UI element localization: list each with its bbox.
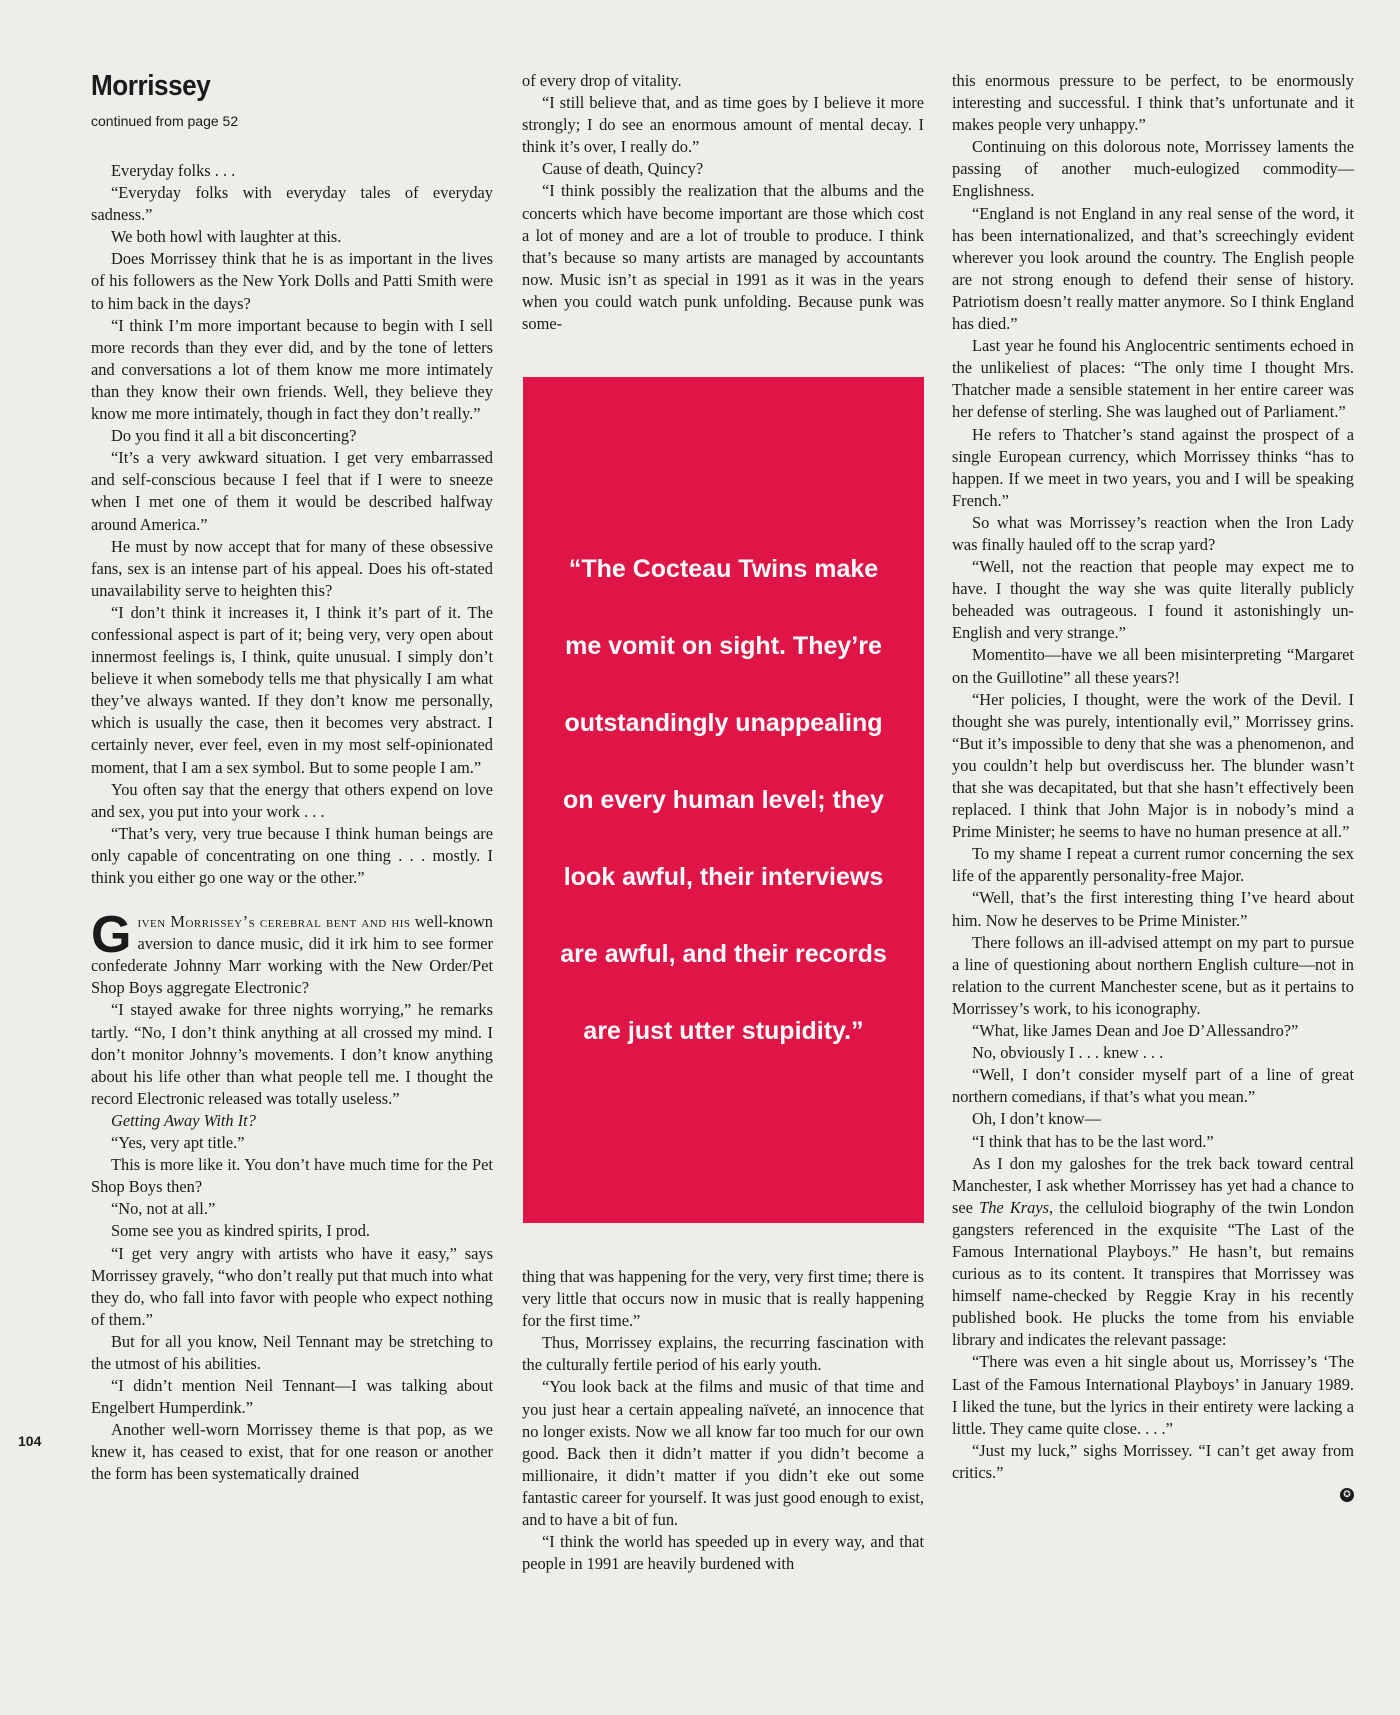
dropcap-letter: G bbox=[91, 906, 132, 965]
italic-title-paragraph bbox=[91, 1110, 493, 1132]
paragraph: “I still believe that, and as time goes by I believe it more strongly; I do see an enormous amount of mental decay. I think it’s over, I really do.” bbox=[522, 93, 924, 157]
middle-column-bottom bbox=[522, 1266, 924, 1575]
paragraph: He must by now accept that for many of these obsessive fans, sex is an intense part of his appeal. Does his oft-stated unavailability serve to heighten this? bbox=[91, 536, 493, 600]
paragraph: To my shame I repeat a current rumor concerning the sex life of the apparently personality-free Major. bbox=[952, 844, 1354, 886]
paragraph: “There was even a hit single about us, Morrissey’s ‘The Last of the Famous International Playboys’ in January 1989. I liked the tune, but the lyrics in their entirety were lacking a little. They came quite close. . . .” bbox=[952, 1352, 1354, 1438]
paragraph: thing that was happening for the very, very first time; there is very little that occurs now in music that is really happening for the first time.” bbox=[522, 1267, 924, 1331]
paragraph: He refers to Thatcher’s stand against the prospect of a single European currency, which Morrissey thinks “has to happen. If we meet in two years, you and I will be speaking French.” bbox=[952, 424, 1354, 510]
paragraph: But for all you know, Neil Tennant may be stretching to the utmost of his abilities. bbox=[91, 1331, 493, 1373]
paragraph: of every drop of vitality. bbox=[522, 71, 682, 90]
page-number: 104 bbox=[18, 1433, 42, 1449]
paragraph: So what was Morrissey’s reaction when the Iron Lady was finally hauled off to the scrap yard? bbox=[952, 512, 1354, 554]
paragraph: “I think possibly the realization that the albums and the concerts which have become important are those which cost a lot of money and are a lot of trouble to produce. I think that’s because so many artists are managed by accountants now. Music isn’t as special in 1991 as it was in the years when you could watch punk unfolding. Because punk was some- bbox=[522, 181, 924, 334]
paragraph: You often say that the energy that others expend on love and sex, you put into your work . . . bbox=[91, 779, 493, 821]
krays-before: As I don my galoshes for the trek back toward central Manchester, I ask whether Morrissey has yet had a chance to see bbox=[952, 1153, 1354, 1217]
paragraph: No, obviously I . . . knew . . . bbox=[972, 1043, 1164, 1063]
paragraph: Oh, I don’t know— bbox=[972, 1109, 1101, 1129]
paragraph: Momentito—have we all been misinterpreting “Margaret on the Guillotine” all these years?! bbox=[952, 645, 1354, 687]
paragraph: “Well, not the reaction that people may expect me to have. I thought the way she was quite literally publicly beheaded was outrageous. I found it astonishingly un-English and very strange.” bbox=[952, 557, 1354, 643]
paragraph: “No, not at all.” bbox=[111, 1199, 216, 1219]
paragraph: Some see you as kindred spirits, I prod. bbox=[111, 1221, 371, 1241]
middle-column-top bbox=[522, 70, 924, 335]
krays-after: , the celluloid biography of the twin London gangsters referenced in the exquisite “The Last of the Famous International Playboys.” He hasn’t, but remains curious as to its content. It transpires that Morrissey was himself name-checked by Reggie Kray in his recently published book. He plucks the tome from his enviable library and indicates the relevant passage: bbox=[952, 1197, 1354, 1350]
paragraph: “England is not England in any real sense of the word, it has been internationalized, and that’s screechingly evident wherever you look around the country. The English people are not strong enough to defend their sense of history. Patriotism doesn’t really matter anymore. So I think England has died.” bbox=[952, 203, 1354, 334]
dropcap-rest: well-known aversion to dance music, did it irk him to see former confederate Johnny Marr working with the New Order/Pet Shop Boys aggregate Electronic? bbox=[91, 912, 493, 998]
paragraph: “I get very angry with artists who have it easy,” says Morrissey gravely, “who don’t really put that much into what they do, who fall into favor with people who expect nothing of them.” bbox=[91, 1243, 493, 1329]
paragraph: Everyday folks . . . bbox=[111, 161, 236, 180]
paragraph: “You look back at the films and music of that time and you just hear a certain appealing naïveté, an innocence that no longer exists. Now we all know far too much for our own good. Back then it didn’t matter if you didn’t become a millionaire, it didn’t matter if you didn’t eke out some fantastic career for yourself. It was just good enough to exist, and to have a bit of fun. bbox=[522, 1377, 924, 1530]
paragraph: this enormous pressure to be perfect, to be enormously interesting and successful. I think that’s unfortunate and it makes people very unhappy.” bbox=[952, 71, 1354, 135]
right-column bbox=[952, 70, 1354, 1502]
paragraph: “I stayed awake for three nights worrying,” he remarks tartly. “No, I don’t think anything at all crossed my mind. I don’t monitor Johnny’s movements. I don’t know anything about his life other than what people tell me. I thought the record Electronic released was totally useless.” bbox=[91, 1000, 493, 1108]
krays-paragraph bbox=[952, 1153, 1354, 1352]
pull-quote-box bbox=[523, 377, 924, 1223]
paragraph: Continuing on this dolorous note, Morrissey laments the passing of another much-eulogized commodity—Englishness. bbox=[952, 137, 1354, 201]
paragraph: “Yes, very apt title.” bbox=[111, 1133, 245, 1153]
middle-bottom-paragraphs bbox=[522, 1266, 924, 1575]
left-column-paragraphs-2 bbox=[91, 999, 493, 1109]
paragraph: Last year he found his Anglocentric sentiments echoed in the unlikeliest of places: “The only time I thought Mrs. Thatcher made a sensible statement in her entire career was her defense of sterling. She was laughed out of Parliament.” bbox=[952, 336, 1354, 422]
left-column-paragraphs bbox=[91, 160, 493, 889]
logo-end-mark-icon: ✪ bbox=[1340, 1488, 1354, 1502]
italic-title: Getting Away With It? bbox=[111, 1110, 256, 1130]
paragraph: Does Morrissey think that he is as important in the lives of his followers as the New York Dolls and Patti Smith were to him back in the days? bbox=[91, 249, 493, 313]
pull-quote-text: “The Cocteau Twins make me vomit on sight. They’re outstandingly unappealing on every human level; they look awful, their interviews are awful, and their records are just utter stupidity.” bbox=[560, 554, 887, 1045]
paragraph: “Well, that’s the first interesting thing I’ve heard about him. Now he deserves to be Prime Minister.” bbox=[952, 888, 1354, 930]
paragraph: Cause of death, Quincy? bbox=[542, 159, 704, 179]
paragraph: There follows an ill-advised attempt on my part to pursue a line of questioning about northern English culture—not in relation to the current Manchester scene, but as it pertains to Morrissey’s work, to his iconography. bbox=[952, 932, 1354, 1018]
paragraph: “Everyday folks with everyday tales of everyday sadness.” bbox=[91, 183, 493, 225]
dropcap-paragraph bbox=[91, 906, 493, 999]
paragraph: Another well-worn Morrissey theme is that pop, as we knew it, has ceased to exist, that for one reason or another the form has been systematically drained bbox=[91, 1420, 493, 1484]
article-heading: Morrissey bbox=[91, 70, 211, 102]
paragraph: “What, like James Dean and Joe D’Allessandro?” bbox=[972, 1021, 1299, 1041]
right-column-paragraphs bbox=[952, 70, 1354, 1153]
dropcap-smallcaps: iven Morrissey’s cerebral bent and his bbox=[137, 912, 411, 932]
paragraph: “That’s very, very true because I think human beings are only capable of concentrating on one thing . . . mostly. I think you either go one way or the other.” bbox=[91, 823, 493, 887]
continued-note: continued from page 52 bbox=[91, 113, 239, 129]
krays-title: The Krays bbox=[979, 1197, 1050, 1217]
paragraph: “I think I’m more important because to begin with I sell more records than they ever did, and by the tone of letters and conversations a lot of them know me more intimately than they know their own friends. Well, they believe they know me more intimately, though in fact they don’t really.” bbox=[91, 315, 493, 424]
paragraph: “It’s a very awkward situation. I get very embarrassed and self-conscious because I feel that if I were to sneeze when I met one of them it would be described halfway around America.” bbox=[91, 448, 493, 534]
paragraph: “I think that has to be the last word.” bbox=[972, 1131, 1214, 1151]
paragraph: Thus, Morrissey explains, the recurring fascination with the culturally fertile period of his early youth. bbox=[522, 1333, 924, 1375]
middle-top-paragraphs bbox=[522, 70, 924, 335]
paragraph: Do you find it all a bit disconcerting? bbox=[111, 426, 357, 446]
paragraph: “I didn’t mention Neil Tennant—I was talking about Engelbert Humperdink.” bbox=[91, 1376, 493, 1418]
paragraph: We both howl with laughter at this. bbox=[111, 227, 342, 247]
paragraph: “I don’t think it increases it, I think it’s part of it. The confessional aspect is part of it; being very, very open about innermost feelings is, I think, quite unusual. I simply don’t believe it when somebody tells me that physically I am what they’ve always wanted. If they don’t know me personally, which is usually the case, then it becomes very abstract. I certainly never, ever feel, even in my most self-opinionated moment, that I am a sex symbol. But to some people I am.” bbox=[91, 602, 493, 777]
paragraph: “Well, I don’t consider myself part of a line of great northern comedians, if that’s what you mean.” bbox=[952, 1065, 1354, 1107]
paragraph: This is more like it. You don’t have much time for the Pet Shop Boys then? bbox=[91, 1155, 493, 1197]
left-column bbox=[91, 160, 493, 1486]
paragraph: “Her policies, I thought, were the work of the Devil. I thought she was purely, intentionally evil,” Morrissey grins. “But it’s impossible to deny that she was a phenomenon, and you couldn’t help but overdiscuss her. The blunder wasn’t that she was decapitated, but that she hasn’t effectively been replaced. I think that John Major is in nobody’s mind a Prime Minister; he seems to have no human presence at all.” bbox=[952, 689, 1354, 842]
right-column-end-paragraphs bbox=[952, 1351, 1354, 1484]
paragraph: “Just my luck,” sighs Morrissey. “I can’t get away from critics.” bbox=[952, 1440, 1354, 1482]
left-column-paragraphs-3 bbox=[91, 1132, 493, 1486]
paragraph: “I think the world has speeded up in every way, and that people in 1991 are heavily burdened with bbox=[522, 1532, 924, 1574]
